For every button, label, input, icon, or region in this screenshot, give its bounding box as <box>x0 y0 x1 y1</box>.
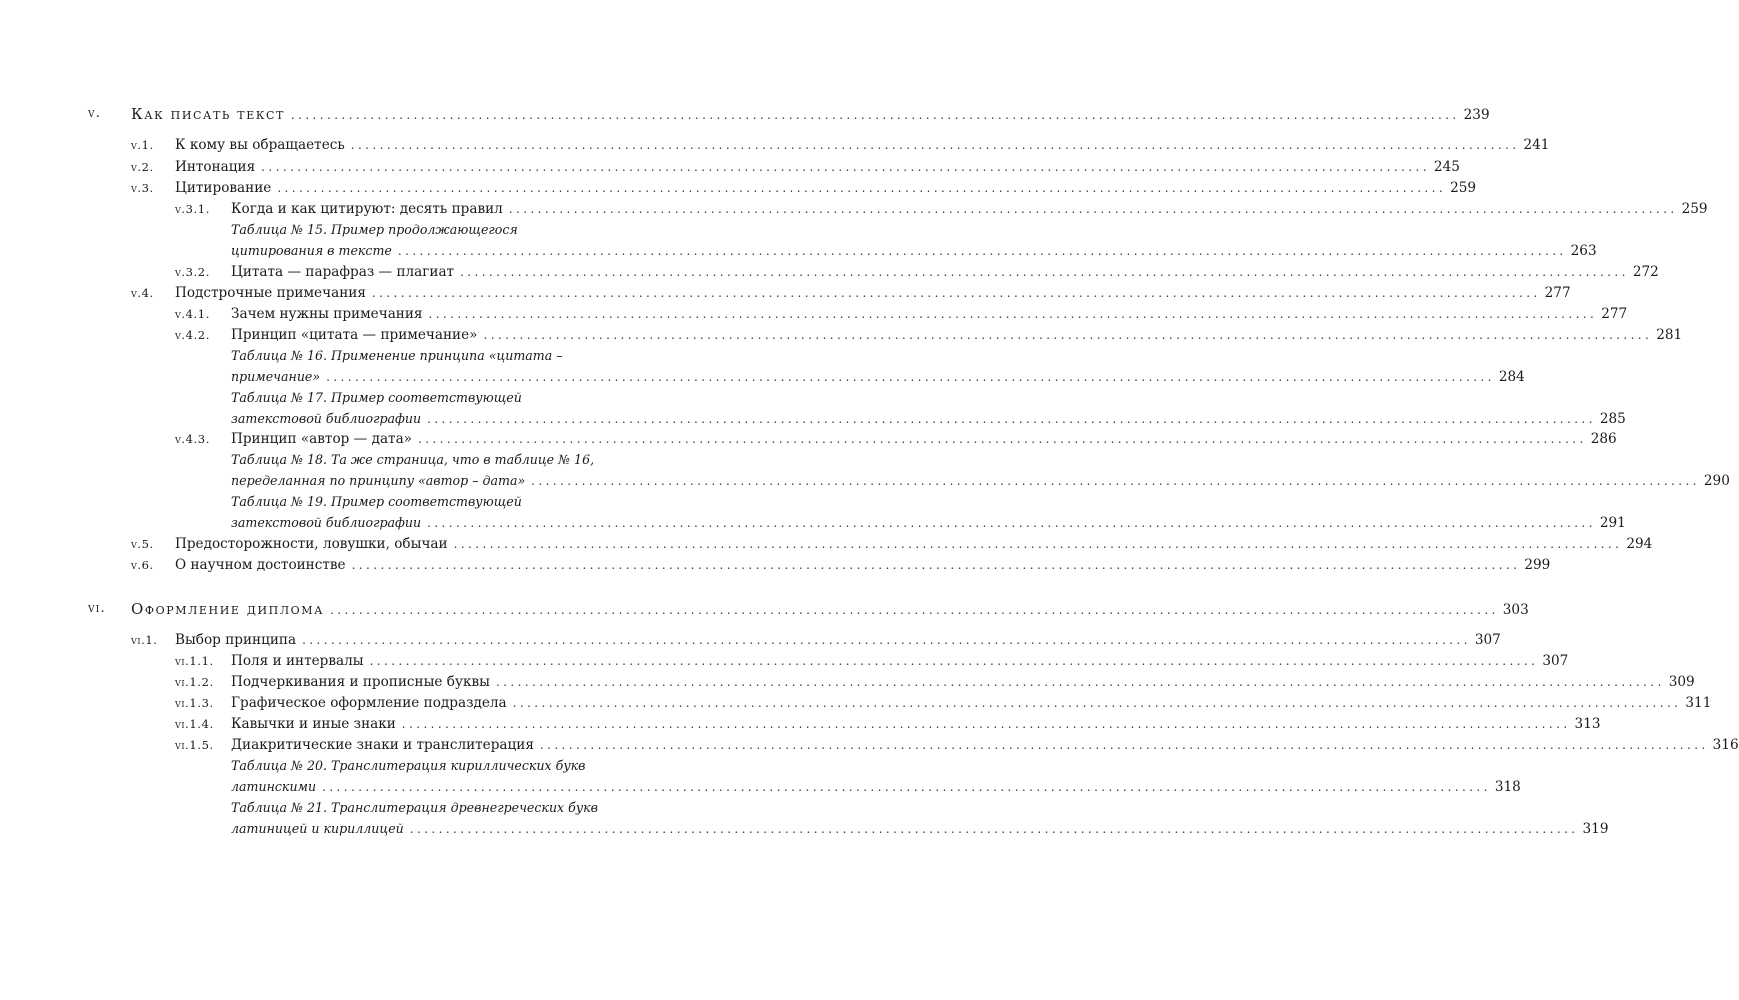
page-number: 290 <box>1703 473 1730 489</box>
toc-entry-line <box>231 240 1597 262</box>
toc-table-16-line1[interactable] <box>0 345 800 367</box>
toc-entry-line <box>175 282 1571 304</box>
page-number: 299 <box>1524 557 1551 573</box>
table-caption: Таблица № 17. Пример соответствующей <box>231 390 522 405</box>
toc-subsection-5-4-2[interactable] <box>0 324 1683 346</box>
subsection-number: vi.1.2. <box>175 675 214 689</box>
subsection-number: v.4.2. <box>175 328 210 342</box>
section-number: v.1. <box>131 138 154 152</box>
page-number: 291 <box>1599 515 1626 531</box>
toc-entry-line <box>231 387 650 409</box>
toc-entry-line <box>231 408 1626 430</box>
toc-subsection-6-1-2[interactable] <box>0 671 1695 693</box>
page-number: 307 <box>1474 632 1501 648</box>
section-title: Цитирование <box>175 180 272 196</box>
toc-section-5-4[interactable] <box>0 282 1571 304</box>
toc-subsection-5-4-1[interactable] <box>0 303 1628 325</box>
page-number: 245 <box>1433 159 1460 175</box>
leader-dots: .................................................................................................................................................................. <box>427 516 1596 530</box>
table-caption: Таблица № 20. Транслитерация кириллических букв <box>231 758 586 773</box>
toc-entry-line <box>175 554 1551 576</box>
toc-table-15-line1[interactable] <box>0 219 800 241</box>
subsection-number: v.4.1. <box>175 307 210 321</box>
toc-section-6-1[interactable] <box>0 629 1501 651</box>
subsection-title: Зачем нужны примечания <box>231 306 423 322</box>
toc-entry-line <box>175 629 1501 651</box>
chapter-number: vi. <box>88 601 106 616</box>
page-number: 286 <box>1590 431 1617 447</box>
section-title: Интонация <box>175 159 256 175</box>
leader-dots: .................................................................................................................................................................. <box>350 138 1520 152</box>
toc-table-19-line1[interactable] <box>0 491 800 513</box>
table-caption: Таблица № 16. Применение принципа «цитата – <box>231 348 563 363</box>
page-number: 311 <box>1685 695 1712 711</box>
toc-subsection-5-3-2[interactable] <box>0 261 1659 283</box>
leader-dots: .................................................................................................................................................................. <box>427 412 1596 426</box>
leader-dots: .................................................................................................................................................................. <box>460 265 1629 279</box>
toc-entry-line <box>231 198 1708 220</box>
toc-table-17-line2[interactable] <box>0 408 1626 430</box>
section-number: vi.1. <box>131 633 158 647</box>
toc-entry-line <box>231 219 650 241</box>
table-caption: Таблица № 19. Пример соответствующей <box>231 494 522 509</box>
toc-subsection-5-4-3[interactable] <box>0 428 1617 450</box>
toc-section-5-1[interactable] <box>0 134 1550 156</box>
table-caption-continued: латинскими <box>231 779 317 794</box>
section-title: Подстрочные примечания <box>175 285 366 301</box>
toc-entry-line <box>175 177 1477 199</box>
leader-dots: .................................................................................................................................................................. <box>290 108 1460 122</box>
leader-dots: .................................................................................................................................................................. <box>277 181 1447 195</box>
section-title: Выбор принципа <box>175 632 297 648</box>
toc-subsection-6-1-1[interactable] <box>0 650 1569 672</box>
toc-table-19-line2[interactable] <box>0 512 1626 534</box>
leader-dots: .................................................................................................................................................................. <box>371 286 1541 300</box>
toc-entry-line <box>231 491 650 513</box>
leader-dots: .................................................................................................................................................................. <box>409 822 1579 836</box>
chapter-title: Оформление диплома <box>131 600 325 618</box>
page-number: 281 <box>1656 327 1683 343</box>
subsection-number: vi.1.3. <box>175 696 214 710</box>
toc-subsection-6-1-4[interactable] <box>0 713 1601 735</box>
page-number: 277 <box>1601 306 1628 322</box>
chapter-number: v. <box>88 106 102 121</box>
page-number: 303 <box>1502 602 1529 618</box>
subsection-title: Поля и интервалы <box>231 653 364 669</box>
leader-dots: .................................................................................................................................................................. <box>508 202 1678 216</box>
toc-table-18-line1[interactable] <box>0 449 800 471</box>
page-number: 239 <box>1463 107 1490 123</box>
section-title: К кому вы обращаетесь <box>175 137 345 153</box>
toc-entry-line <box>231 345 650 367</box>
subsection-number: v.4.3. <box>175 432 210 446</box>
leader-dots: .................................................................................................................................................................. <box>302 633 1471 647</box>
subsection-number: v.3.1. <box>175 202 210 216</box>
page-number: 307 <box>1542 653 1569 669</box>
toc-entry-line <box>231 261 1659 283</box>
page-number: 316 <box>1712 737 1739 753</box>
table-caption-continued: затекстовой библиографии <box>231 515 422 530</box>
table-caption-continued: латиницей и кириллицей <box>231 821 404 836</box>
toc-section-5-3[interactable] <box>0 177 1477 199</box>
page-number: 241 <box>1523 137 1550 153</box>
leader-dots: .................................................................................................................................................................. <box>397 244 1567 258</box>
page-number: 284 <box>1498 369 1525 385</box>
page-number: 318 <box>1494 779 1521 795</box>
toc-chapter-6[interactable] <box>0 598 1529 620</box>
toc-entry-line <box>231 470 1730 492</box>
toc-entry-line <box>231 713 1601 735</box>
chapter-title: Как писать текст <box>131 105 285 123</box>
section-number: v.5. <box>131 537 154 551</box>
toc-entry-line <box>231 366 1525 388</box>
toc-entry-line <box>231 303 1628 325</box>
subsection-title: Диакритические знаки и транслитерация <box>231 737 534 753</box>
toc-entry-line <box>231 776 1521 798</box>
leader-dots: .................................................................................................................................................................. <box>531 474 1700 488</box>
section-title: О научном достоинстве <box>175 557 346 573</box>
table-caption: Таблица № 15. Пример продолжающегося <box>231 222 518 237</box>
subsection-title: Подчеркивания и прописные буквы <box>231 674 490 690</box>
toc-section-5-2[interactable] <box>0 156 1460 178</box>
leader-dots: .................................................................................................................................................................. <box>369 654 1539 668</box>
section-number: v.3. <box>131 181 154 195</box>
subsection-number: vi.1.1. <box>175 654 214 668</box>
leader-dots: .................................................................................................................................................................. <box>326 370 1495 384</box>
table-caption-continued: переделанная по принципу «автор – дата» <box>231 473 526 488</box>
leader-dots: .................................................................................................................................................................. <box>539 738 1709 752</box>
page-number: 259 <box>1450 180 1477 196</box>
toc-table-20-line1[interactable] <box>0 755 800 777</box>
subsection-title: Кавычки и иные знаки <box>231 716 396 732</box>
leader-dots: .................................................................................................................................................................. <box>453 537 1623 551</box>
page-number: 319 <box>1582 821 1609 837</box>
toc-entry-line <box>175 134 1550 156</box>
subsection-title: Графическое оформление подраздела <box>231 695 507 711</box>
toc-table-20-line2[interactable] <box>0 776 1521 798</box>
toc-subsection-5-3-1[interactable] <box>0 198 1708 220</box>
toc-table-15-line2[interactable] <box>0 240 1597 262</box>
toc-entry-line <box>175 533 1653 555</box>
toc-section-5-6[interactable] <box>0 554 1551 576</box>
toc-subsection-6-1-5[interactable] <box>0 734 1739 756</box>
subsection-number: v.3.2. <box>175 265 210 279</box>
page-number: 277 <box>1544 285 1571 301</box>
toc-entry-line <box>231 449 650 471</box>
page-number: 263 <box>1570 243 1597 259</box>
leader-dots: .................................................................................................................................................................. <box>512 696 1682 710</box>
page-number: 313 <box>1574 716 1601 732</box>
subsection-number: vi.1.5. <box>175 738 214 752</box>
toc-entry-line <box>231 734 1739 756</box>
leader-dots: .................................................................................................................................................................. <box>351 558 1521 572</box>
page-number: 294 <box>1626 536 1653 552</box>
toc-entry-line <box>231 692 1712 714</box>
page-number: 272 <box>1632 264 1659 280</box>
table-caption-continued: затекстовой библиографии <box>231 411 422 426</box>
leader-dots: .................................................................................................................................................................. <box>418 432 1587 446</box>
leader-dots: .................................................................................................................................................................. <box>261 160 1430 174</box>
toc-table-21-line1[interactable] <box>0 797 800 819</box>
toc-entry-line <box>131 103 1490 126</box>
page-number: 259 <box>1681 201 1708 217</box>
leader-dots: .................................................................................................................................................................. <box>483 328 1653 342</box>
toc-entry-line <box>231 797 650 819</box>
table-caption-continued: цитирования в тексте <box>231 243 392 258</box>
toc-entry-line <box>231 818 1609 840</box>
toc-entry-line <box>231 512 1626 534</box>
subsection-number: vi.1.4. <box>175 717 214 731</box>
subsection-title: Принцип «автор — дата» <box>231 431 412 447</box>
toc-entry-line <box>131 598 1529 621</box>
toc-entry-line <box>231 755 650 777</box>
toc-entry-line <box>231 428 1617 450</box>
section-number: v.4. <box>131 286 154 300</box>
toc-table-21-line2[interactable] <box>0 818 1609 840</box>
section-number: v.2. <box>131 160 154 174</box>
page-number: 285 <box>1599 411 1626 427</box>
table-caption: Таблица № 21. Транслитерация древнегреческих букв <box>231 800 599 815</box>
toc-table-17-line1[interactable] <box>0 387 800 409</box>
leader-dots: .................................................................................................................................................................. <box>401 717 1571 731</box>
subsection-title: Когда и как цитируют: десять правил <box>231 201 503 217</box>
subsection-title: Принцип «цитата — примечание» <box>231 327 478 343</box>
toc-table-18-line2[interactable] <box>0 470 1730 492</box>
toc-subsection-6-1-3[interactable] <box>0 692 1712 714</box>
subsection-title: Цитата — парафраз — плагиат <box>231 264 455 280</box>
page-number: 309 <box>1668 674 1695 690</box>
leader-dots: .................................................................................................................................................................. <box>330 603 1499 617</box>
toc-entry-line <box>231 650 1569 672</box>
toc-section-5-5[interactable] <box>0 533 1653 555</box>
toc-entry-line <box>231 671 1695 693</box>
section-number: v.6. <box>131 558 154 572</box>
toc-chapter-5[interactable] <box>0 103 1490 125</box>
leader-dots: .................................................................................................................................................................. <box>322 780 1491 794</box>
leader-dots: .................................................................................................................................................................. <box>495 675 1665 689</box>
toc-entry-line <box>231 324 1683 346</box>
section-title: Предосторожности, ловушки, обычаи <box>175 536 448 552</box>
toc-entry-line <box>175 156 1460 178</box>
toc-table-16-line2[interactable] <box>0 366 1525 388</box>
table-caption-continued: примечание» <box>231 369 321 384</box>
leader-dots: .................................................................................................................................................................. <box>428 307 1598 321</box>
table-caption: Таблица № 18. Та же страница, что в таблице № 16, <box>231 452 595 467</box>
